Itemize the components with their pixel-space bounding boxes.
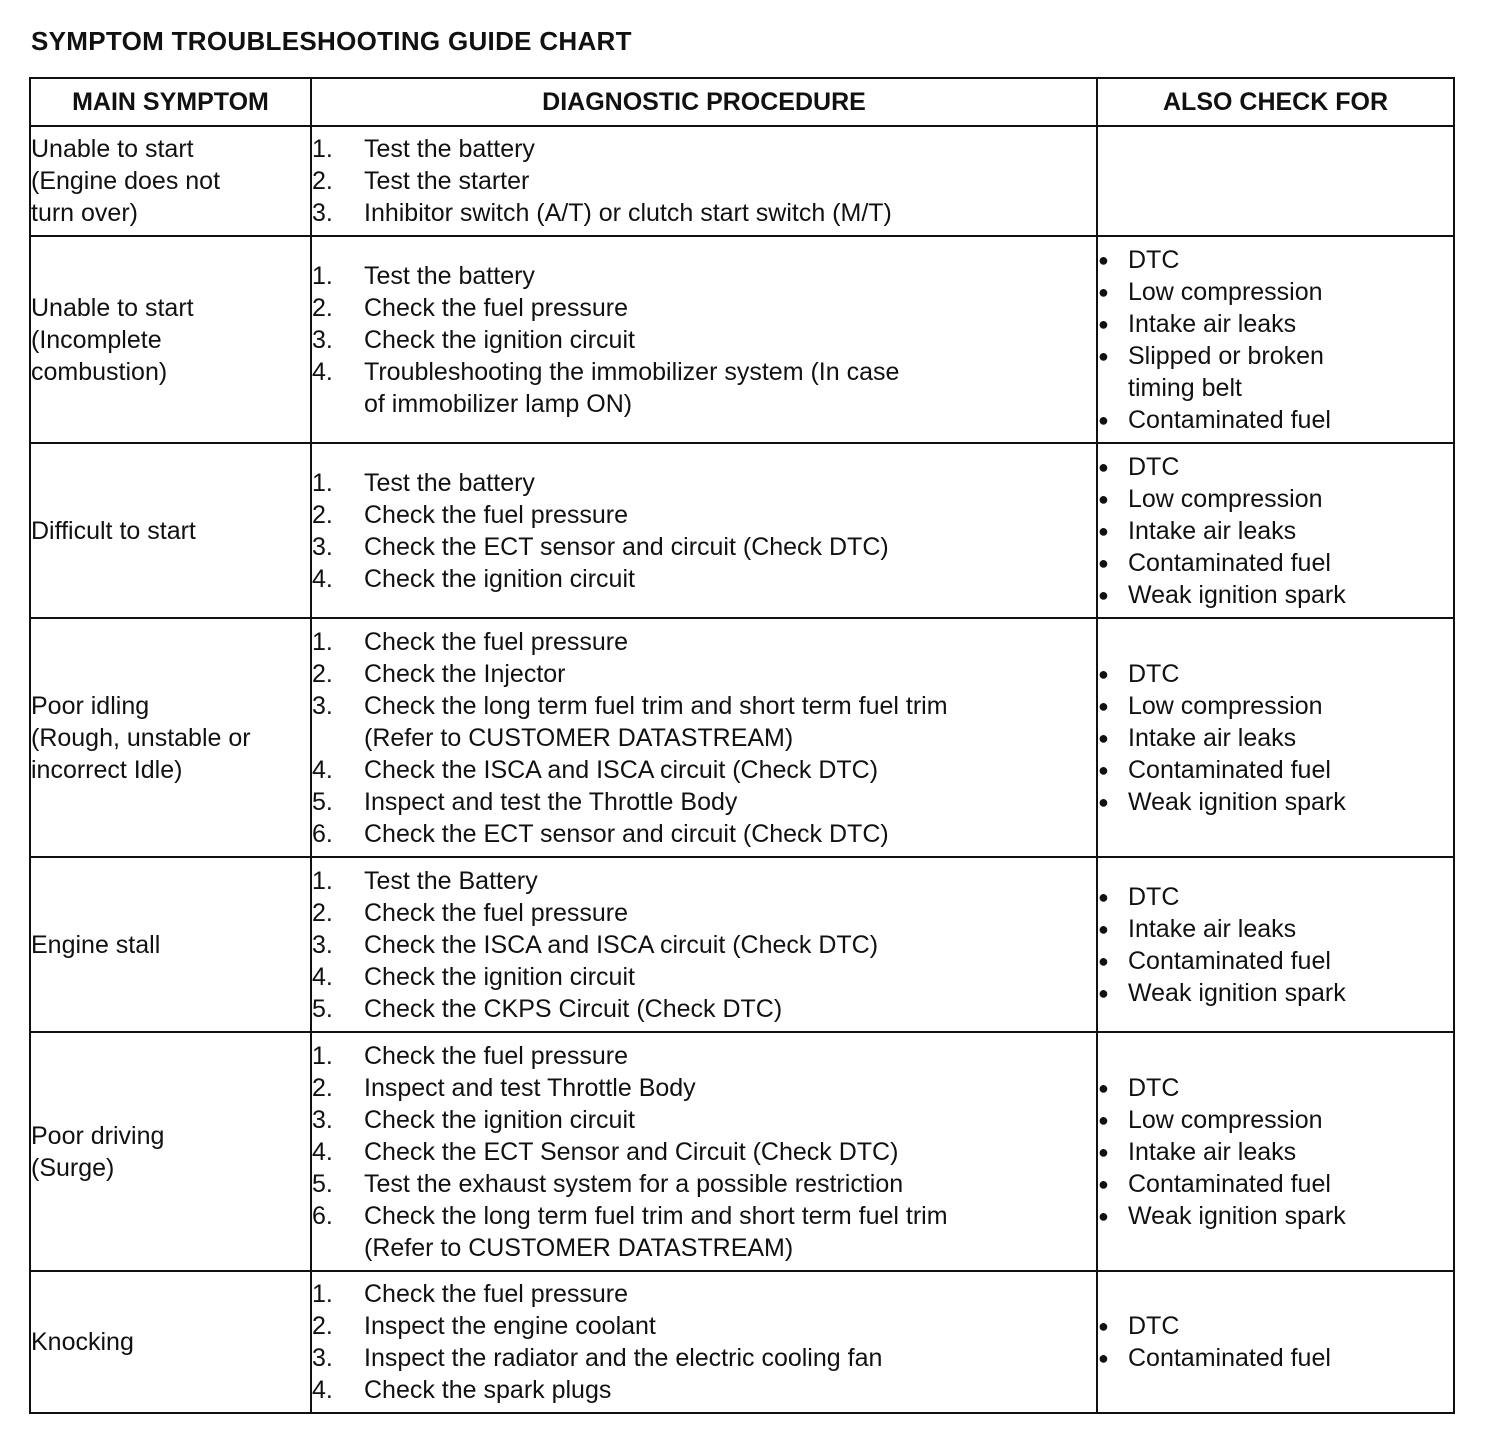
step-number: 5. [312, 787, 333, 816]
step-number: 2. [312, 293, 333, 322]
step-text-line: Check the fuel pressure [364, 293, 629, 322]
procedure-cell [311, 443, 1097, 618]
check-item [1098, 244, 1453, 276]
check-text-line: Contaminated fuel [1128, 548, 1331, 577]
step-text [364, 690, 1096, 754]
check-text-line: Low compression [1128, 484, 1323, 513]
table-row [30, 126, 1454, 236]
check-item [1098, 483, 1453, 515]
check-text [1128, 658, 1453, 690]
step-text [364, 1342, 1096, 1374]
check-text [1128, 1136, 1453, 1168]
procedure-cell [311, 857, 1097, 1032]
step-text-line: Troubleshooting the immobilizer system (In case [364, 357, 900, 386]
step-text-line: Check the fuel pressure [364, 627, 629, 656]
step-text [364, 1072, 1096, 1104]
step-number: 1. [312, 627, 333, 656]
procedure-cell [311, 236, 1097, 443]
step-text [364, 897, 1096, 929]
step-text [364, 499, 1096, 531]
also-check-cell [1097, 236, 1454, 443]
header-diagnostic-procedure: DIAGNOSTIC PROCEDURE [311, 78, 1097, 126]
procedure-step [312, 499, 1096, 531]
step-number: 4. [312, 962, 333, 991]
check-text [1128, 404, 1453, 436]
bullet-icon: ● [1098, 456, 1109, 477]
step-number: 3. [312, 1105, 333, 1134]
also-check-list [1098, 244, 1453, 436]
step-text-line: Check the ECT Sensor and Circuit (Check DTC) [364, 1137, 899, 1166]
step-number: 2. [312, 659, 333, 688]
procedure-step [312, 1168, 1096, 1200]
check-item [1098, 1200, 1453, 1232]
check-item [1098, 276, 1453, 308]
symptom-text: Engine stall [31, 930, 161, 959]
check-text-line: Contaminated fuel [1128, 1169, 1331, 1198]
check-text-line: Intake air leaks [1128, 914, 1297, 943]
step-number: 4. [312, 564, 333, 593]
step-number: 3. [312, 325, 333, 354]
procedure-step [312, 292, 1096, 324]
bullet-icon: ● [1098, 886, 1109, 907]
check-text-line: Low compression [1128, 277, 1323, 306]
bullet-icon: ● [1098, 345, 1109, 366]
check-text [1128, 244, 1453, 276]
also-check-cell [1097, 1032, 1454, 1271]
check-text [1128, 483, 1453, 515]
check-item [1098, 722, 1453, 754]
check-text [1128, 1104, 1453, 1136]
step-text [364, 865, 1096, 897]
check-text-line: DTC [1128, 452, 1180, 481]
step-number: 2. [312, 167, 333, 195]
check-item [1098, 515, 1453, 547]
symptom-cell [30, 1032, 311, 1271]
check-text-line: Intake air leaks [1128, 723, 1297, 752]
procedure-step [312, 324, 1096, 356]
step-number: 3. [312, 1344, 333, 1372]
also-check-cell [1097, 126, 1454, 236]
bullet-icon: ● [1098, 409, 1109, 430]
step-text [364, 754, 1096, 786]
check-text [1128, 308, 1453, 340]
step-text [364, 260, 1096, 292]
check-item [1098, 1072, 1453, 1104]
check-text [1128, 547, 1453, 579]
check-item [1098, 340, 1453, 404]
symptom-text: (Engine does not [31, 167, 221, 195]
check-text-line: Contaminated fuel [1128, 405, 1331, 434]
check-text [1128, 945, 1453, 977]
procedure-step [312, 626, 1096, 658]
check-item [1098, 1310, 1453, 1342]
symptom-cell [30, 618, 311, 857]
step-number: 1. [312, 468, 333, 497]
procedure-list [312, 467, 1096, 595]
procedure-cell [311, 618, 1097, 857]
check-item [1098, 786, 1453, 818]
bullet-icon: ● [1098, 663, 1109, 684]
step-text [364, 658, 1096, 690]
check-text-line: Intake air leaks [1128, 1137, 1297, 1166]
bullet-icon: ● [1098, 1077, 1109, 1098]
check-text-line: Weak ignition spark [1128, 978, 1346, 1007]
check-text-line: Contaminated fuel [1128, 1344, 1331, 1372]
step-text [364, 1168, 1096, 1200]
step-text [364, 786, 1096, 818]
step-text-line: Test the exhaust system for a possible restriction [364, 1169, 904, 1198]
check-item [1098, 977, 1453, 1009]
step-number: 3. [312, 199, 333, 227]
step-text [364, 467, 1096, 499]
procedure-step [312, 1342, 1096, 1374]
check-text [1128, 451, 1453, 483]
step-number: 4. [312, 357, 333, 386]
check-text [1128, 977, 1453, 1009]
table-row [30, 443, 1454, 618]
procedure-step [312, 1072, 1096, 1104]
step-text-line: Check the CKPS Circuit (Check DTC) [364, 994, 783, 1023]
step-text-line: Check the long term fuel trim and short term fuel trim [364, 691, 948, 720]
check-text-line: Intake air leaks [1128, 516, 1297, 545]
step-text-line: Inspect and test the Throttle Body [364, 787, 738, 816]
also-check-cell [1097, 1271, 1454, 1413]
check-text [1128, 722, 1453, 754]
step-text-line: (Refer to CUSTOMER DATASTREAM) [364, 723, 794, 752]
symptom-text: Poor driving [31, 1121, 165, 1150]
check-text [1128, 276, 1453, 308]
also-check-list [1098, 451, 1453, 611]
symptom-text: Knocking [31, 1328, 134, 1356]
step-text-line: Check the fuel pressure [364, 1280, 629, 1308]
bullet-icon: ● [1098, 249, 1109, 270]
check-text [1128, 913, 1453, 945]
step-number: 1. [312, 261, 333, 290]
symptom-text: incorrect Idle) [31, 755, 183, 784]
step-text-line: Check the fuel pressure [364, 898, 629, 927]
step-text-line: Check the spark plugs [364, 1376, 612, 1404]
procedure-step [312, 961, 1096, 993]
step-text-line: Check the long term fuel trim and short term fuel trim [364, 1201, 948, 1230]
check-item [1098, 881, 1453, 913]
step-number: 1. [312, 1280, 333, 1308]
procedure-step [312, 165, 1096, 197]
bullet-icon: ● [1098, 488, 1109, 509]
check-text-line: Contaminated fuel [1128, 755, 1331, 784]
procedure-list [312, 1040, 1096, 1264]
check-text-line: Contaminated fuel [1128, 946, 1331, 975]
step-number: 5. [312, 994, 333, 1023]
step-number: 1. [312, 866, 333, 895]
bullet-icon: ● [1098, 982, 1109, 1003]
step-text [364, 1136, 1096, 1168]
step-number: 3. [312, 532, 333, 561]
check-text [1128, 340, 1453, 404]
step-text [364, 165, 1096, 197]
step-text-line: Check the ECT sensor and circuit (Check DTC) [364, 819, 889, 848]
step-text-line: Check the fuel pressure [364, 1041, 629, 1070]
step-text-line: Check the fuel pressure [364, 500, 629, 529]
step-number: 4. [312, 755, 333, 784]
symptom-text: Unable to start [31, 293, 194, 322]
check-text [1128, 1168, 1453, 1200]
step-text-line: Check the ISCA and ISCA circuit (Check DTC) [364, 930, 879, 959]
step-text-line: Test the battery [364, 468, 535, 497]
check-text-line: Intake air leaks [1128, 309, 1297, 338]
symptom-text: (Surge) [31, 1153, 115, 1182]
step-text-line: Inhibitor switch (A/T) or clutch start switch (M/T) [364, 199, 892, 227]
check-item [1098, 690, 1453, 722]
check-text [1128, 881, 1453, 913]
step-text [364, 531, 1096, 563]
step-text-line: Check the Injector [364, 659, 566, 688]
step-text-line: Check the ignition circuit [364, 564, 635, 593]
check-text-line: Low compression [1128, 691, 1323, 720]
step-text-line: Check the ECT sensor and circuit (Check DTC) [364, 532, 889, 561]
procedure-step [312, 993, 1096, 1025]
check-text [1128, 1342, 1453, 1374]
procedure-step [312, 818, 1096, 850]
step-text-line: Inspect the engine coolant [364, 1312, 656, 1340]
step-number: 2. [312, 898, 333, 927]
check-text-line: DTC [1128, 659, 1180, 688]
procedure-step [312, 754, 1096, 786]
procedure-step [312, 690, 1096, 754]
check-item [1098, 579, 1453, 611]
procedure-step [312, 658, 1096, 690]
table-row [30, 1271, 1454, 1413]
check-text-line: Weak ignition spark [1128, 787, 1346, 816]
step-text [364, 626, 1096, 658]
bullet-icon: ● [1098, 281, 1109, 302]
procedure-step [312, 1104, 1096, 1136]
bullet-icon: ● [1098, 950, 1109, 971]
step-text [364, 1040, 1096, 1072]
header-row [30, 78, 1454, 126]
step-text [364, 197, 1096, 229]
bullet-icon: ● [1098, 1316, 1109, 1336]
procedure-step [312, 133, 1096, 165]
check-text [1128, 1072, 1453, 1104]
step-text [364, 133, 1096, 165]
table-row [30, 1032, 1454, 1271]
check-item [1098, 451, 1453, 483]
also-check-list [1098, 881, 1453, 1009]
procedure-step [312, 865, 1096, 897]
check-text [1128, 1200, 1453, 1232]
step-text [364, 292, 1096, 324]
symptom-text: turn over) [31, 199, 138, 227]
troubleshooting-table [29, 77, 1455, 1414]
check-item [1098, 913, 1453, 945]
bullet-icon: ● [1098, 727, 1109, 748]
bullet-icon: ● [1098, 1173, 1109, 1194]
symptom-cell [30, 236, 311, 443]
step-text-line: Check the ignition circuit [364, 962, 635, 991]
header-main-symptom: MAIN SYMPTOM [30, 78, 311, 126]
check-item [1098, 1168, 1453, 1200]
step-number: 2. [312, 1073, 333, 1102]
step-text-line: Test the battery [364, 261, 535, 290]
procedure-step [312, 786, 1096, 818]
step-number: 3. [312, 930, 333, 959]
symptom-text: (Incomplete [31, 325, 162, 354]
symptom-text: Difficult to start [31, 516, 196, 545]
also-check-cell [1097, 443, 1454, 618]
bullet-icon: ● [1098, 918, 1109, 939]
step-number: 3. [312, 691, 333, 720]
step-text [364, 961, 1096, 993]
symptom-text: combustion) [31, 357, 168, 386]
step-text-line: Test the Battery [364, 866, 538, 895]
step-number: 2. [312, 1312, 333, 1340]
procedure-step [312, 1040, 1096, 1072]
check-item [1098, 1104, 1453, 1136]
also-check-cell [1097, 618, 1454, 857]
procedure-list [312, 133, 1096, 229]
procedure-step [312, 1278, 1096, 1310]
step-text [364, 563, 1096, 595]
check-item [1098, 1342, 1453, 1374]
step-text-line: Check the ignition circuit [364, 1105, 635, 1134]
table-body [30, 126, 1454, 1413]
step-number: 6. [312, 1201, 333, 1230]
check-item [1098, 404, 1453, 436]
symptom-cell [30, 857, 311, 1032]
check-item [1098, 754, 1453, 786]
step-text [364, 993, 1096, 1025]
symptom-cell [30, 1271, 311, 1413]
procedure-list [312, 626, 1096, 850]
symptom-text: Unable to start [31, 135, 194, 163]
check-text [1128, 754, 1453, 786]
bullet-icon: ● [1098, 1141, 1109, 1162]
table-row [30, 236, 1454, 443]
check-text-line: DTC [1128, 1073, 1180, 1102]
step-text [364, 1104, 1096, 1136]
symptom-cell [30, 126, 311, 236]
procedure-step [312, 563, 1096, 595]
procedure-step [312, 929, 1096, 961]
procedure-step [312, 531, 1096, 563]
also-check-list [1098, 1072, 1453, 1232]
step-text [364, 324, 1096, 356]
procedure-step [312, 356, 1096, 420]
check-text [1128, 690, 1453, 722]
procedure-step [312, 1136, 1096, 1168]
step-text-line: Inspect and test Throttle Body [364, 1073, 696, 1102]
procedure-list [312, 865, 1096, 1025]
check-text-line: Weak ignition spark [1128, 580, 1346, 609]
check-text-line: DTC [1128, 1312, 1180, 1340]
bullet-icon: ● [1098, 791, 1109, 812]
procedure-step [312, 467, 1096, 499]
bullet-icon: ● [1098, 584, 1109, 605]
check-text-line: DTC [1128, 882, 1180, 911]
check-item [1098, 547, 1453, 579]
bullet-icon: ● [1098, 695, 1109, 716]
also-check-cell [1097, 857, 1454, 1032]
bullet-icon: ● [1098, 1348, 1109, 1368]
step-text-line: Check the ignition circuit [364, 325, 635, 354]
step-text [364, 1374, 1096, 1406]
step-text-line: Inspect the radiator and the electric cooling fan [364, 1344, 883, 1372]
check-text [1128, 1310, 1453, 1342]
step-number: 6. [312, 819, 333, 848]
check-item [1098, 658, 1453, 690]
check-text [1128, 786, 1453, 818]
step-text [364, 929, 1096, 961]
check-text-line: Slipped or broken [1128, 341, 1324, 370]
step-number: 5. [312, 1169, 333, 1198]
check-text-line: Weak ignition spark [1128, 1201, 1346, 1230]
symptom-text: Poor idling [31, 691, 150, 720]
check-text [1128, 579, 1453, 611]
check-text [1128, 515, 1453, 547]
step-text [364, 1200, 1096, 1264]
procedure-cell [311, 1032, 1097, 1271]
step-number: 4. [312, 1137, 333, 1166]
step-number: 1. [312, 1041, 333, 1070]
step-number: 1. [312, 135, 333, 163]
also-check-list [1098, 658, 1453, 818]
step-text-line: (Refer to CUSTOMER DATASTREAM) [364, 1233, 794, 1262]
bullet-icon: ● [1098, 313, 1109, 334]
step-text-line: Check the ISCA and ISCA circuit (Check DTC) [364, 755, 879, 784]
step-text-line: Test the starter [364, 167, 530, 195]
procedure-step [312, 260, 1096, 292]
step-text-line: Test the battery [364, 135, 535, 163]
page-title: SYMPTOM TROUBLESHOOTING GUIDE CHART [31, 26, 632, 56]
symptom-cell [30, 443, 311, 618]
bullet-icon: ● [1098, 552, 1109, 573]
check-item [1098, 945, 1453, 977]
table-row [30, 618, 1454, 857]
procedure-step [312, 897, 1096, 929]
procedure-step [312, 1200, 1096, 1264]
check-text-line: timing belt [1128, 373, 1242, 402]
procedure-step [312, 1310, 1096, 1342]
procedure-list [312, 260, 1096, 420]
procedure-step [312, 1374, 1096, 1406]
also-check-list [1098, 1310, 1453, 1374]
bullet-icon: ● [1098, 1109, 1109, 1130]
step-text [364, 1310, 1096, 1342]
check-item [1098, 1136, 1453, 1168]
procedure-list [312, 1278, 1096, 1406]
procedure-cell [311, 1271, 1097, 1413]
bullet-icon: ● [1098, 1205, 1109, 1226]
header-also-check-for: ALSO CHECK FOR [1097, 78, 1454, 126]
step-text [364, 818, 1096, 850]
step-text [364, 356, 1096, 420]
bullet-icon: ● [1098, 520, 1109, 541]
step-text [364, 1278, 1096, 1310]
procedure-cell [311, 126, 1097, 236]
step-text-line: of immobilizer lamp ON) [364, 389, 633, 418]
step-number: 4. [312, 1376, 333, 1404]
procedure-step [312, 197, 1096, 229]
step-number: 2. [312, 500, 333, 529]
check-text-line: Low compression [1128, 1105, 1323, 1134]
table-row [30, 857, 1454, 1032]
check-text-line: DTC [1128, 245, 1180, 274]
bullet-icon: ● [1098, 759, 1109, 780]
check-item [1098, 308, 1453, 340]
symptom-text: (Rough, unstable or [31, 723, 251, 752]
